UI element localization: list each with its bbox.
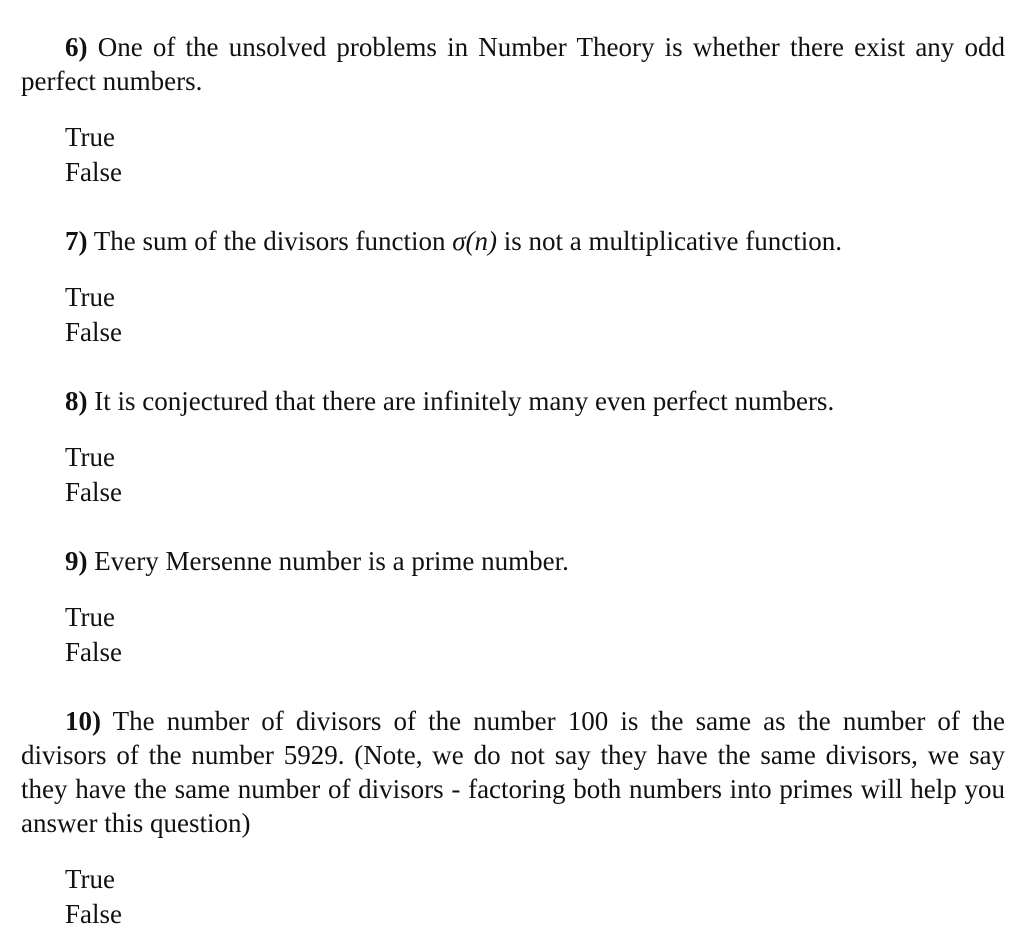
question-7-text-after: is not a multiplicative function.: [497, 226, 842, 256]
question-6: [21, 30, 1005, 190]
question-8: [21, 384, 1005, 510]
question-10-option-true[interactable]: True: [65, 864, 116, 894]
question-10-text: The number of divisors of the number 100 is the same as the number of the divisors of the number 5929. (Note, we do not say they have the same divisors, we say they have the same number of divisors - factoring both numbers into primes will help you answer this question): [21, 706, 1005, 838]
question-7-prompt: [21, 224, 1005, 258]
question-6-number: 6): [65, 32, 88, 62]
question-6-text: One of the unsolved problems in Number Theory is whether there exist any odd perfect numbers.: [21, 32, 1005, 96]
question-10-prompt: [21, 704, 1005, 840]
question-7-option-true[interactable]: True: [65, 282, 116, 312]
question-9-text: Every Mersenne number is a prime number.: [94, 546, 569, 576]
question-9-number: 9): [65, 546, 88, 576]
quiz-page: [21, 30, 1005, 932]
question-6-prompt: [21, 30, 1005, 98]
question-7-number: 7): [65, 226, 88, 256]
question-8-option-true[interactable]: True: [65, 442, 116, 472]
question-7-option-false[interactable]: False: [65, 317, 122, 347]
question-7-text-before: The sum of the divisors function: [93, 226, 453, 256]
question-10-options: [21, 862, 1005, 932]
question-8-prompt: [21, 384, 1005, 418]
question-8-options: [21, 440, 1005, 510]
question-9-option-false[interactable]: False: [65, 637, 122, 667]
question-6-option-false[interactable]: False: [65, 157, 122, 187]
question-10-number: 10): [65, 706, 101, 736]
question-9-options: [21, 600, 1005, 670]
question-8-number: 8): [65, 386, 88, 416]
question-7-options: [21, 280, 1005, 350]
question-10: [21, 704, 1005, 932]
sigma-n-math: σ(n): [452, 226, 498, 256]
question-10-option-false[interactable]: False: [65, 899, 122, 929]
question-7: [21, 224, 1005, 350]
question-6-option-true[interactable]: True: [65, 122, 116, 152]
question-8-text: It is conjectured that there are infinitely many even perfect numbers.: [94, 386, 835, 416]
question-9-prompt: [21, 544, 1005, 578]
question-9: [21, 544, 1005, 670]
question-9-option-true[interactable]: True: [65, 602, 116, 632]
question-8-option-false[interactable]: False: [65, 477, 122, 507]
question-6-options: [21, 120, 1005, 190]
